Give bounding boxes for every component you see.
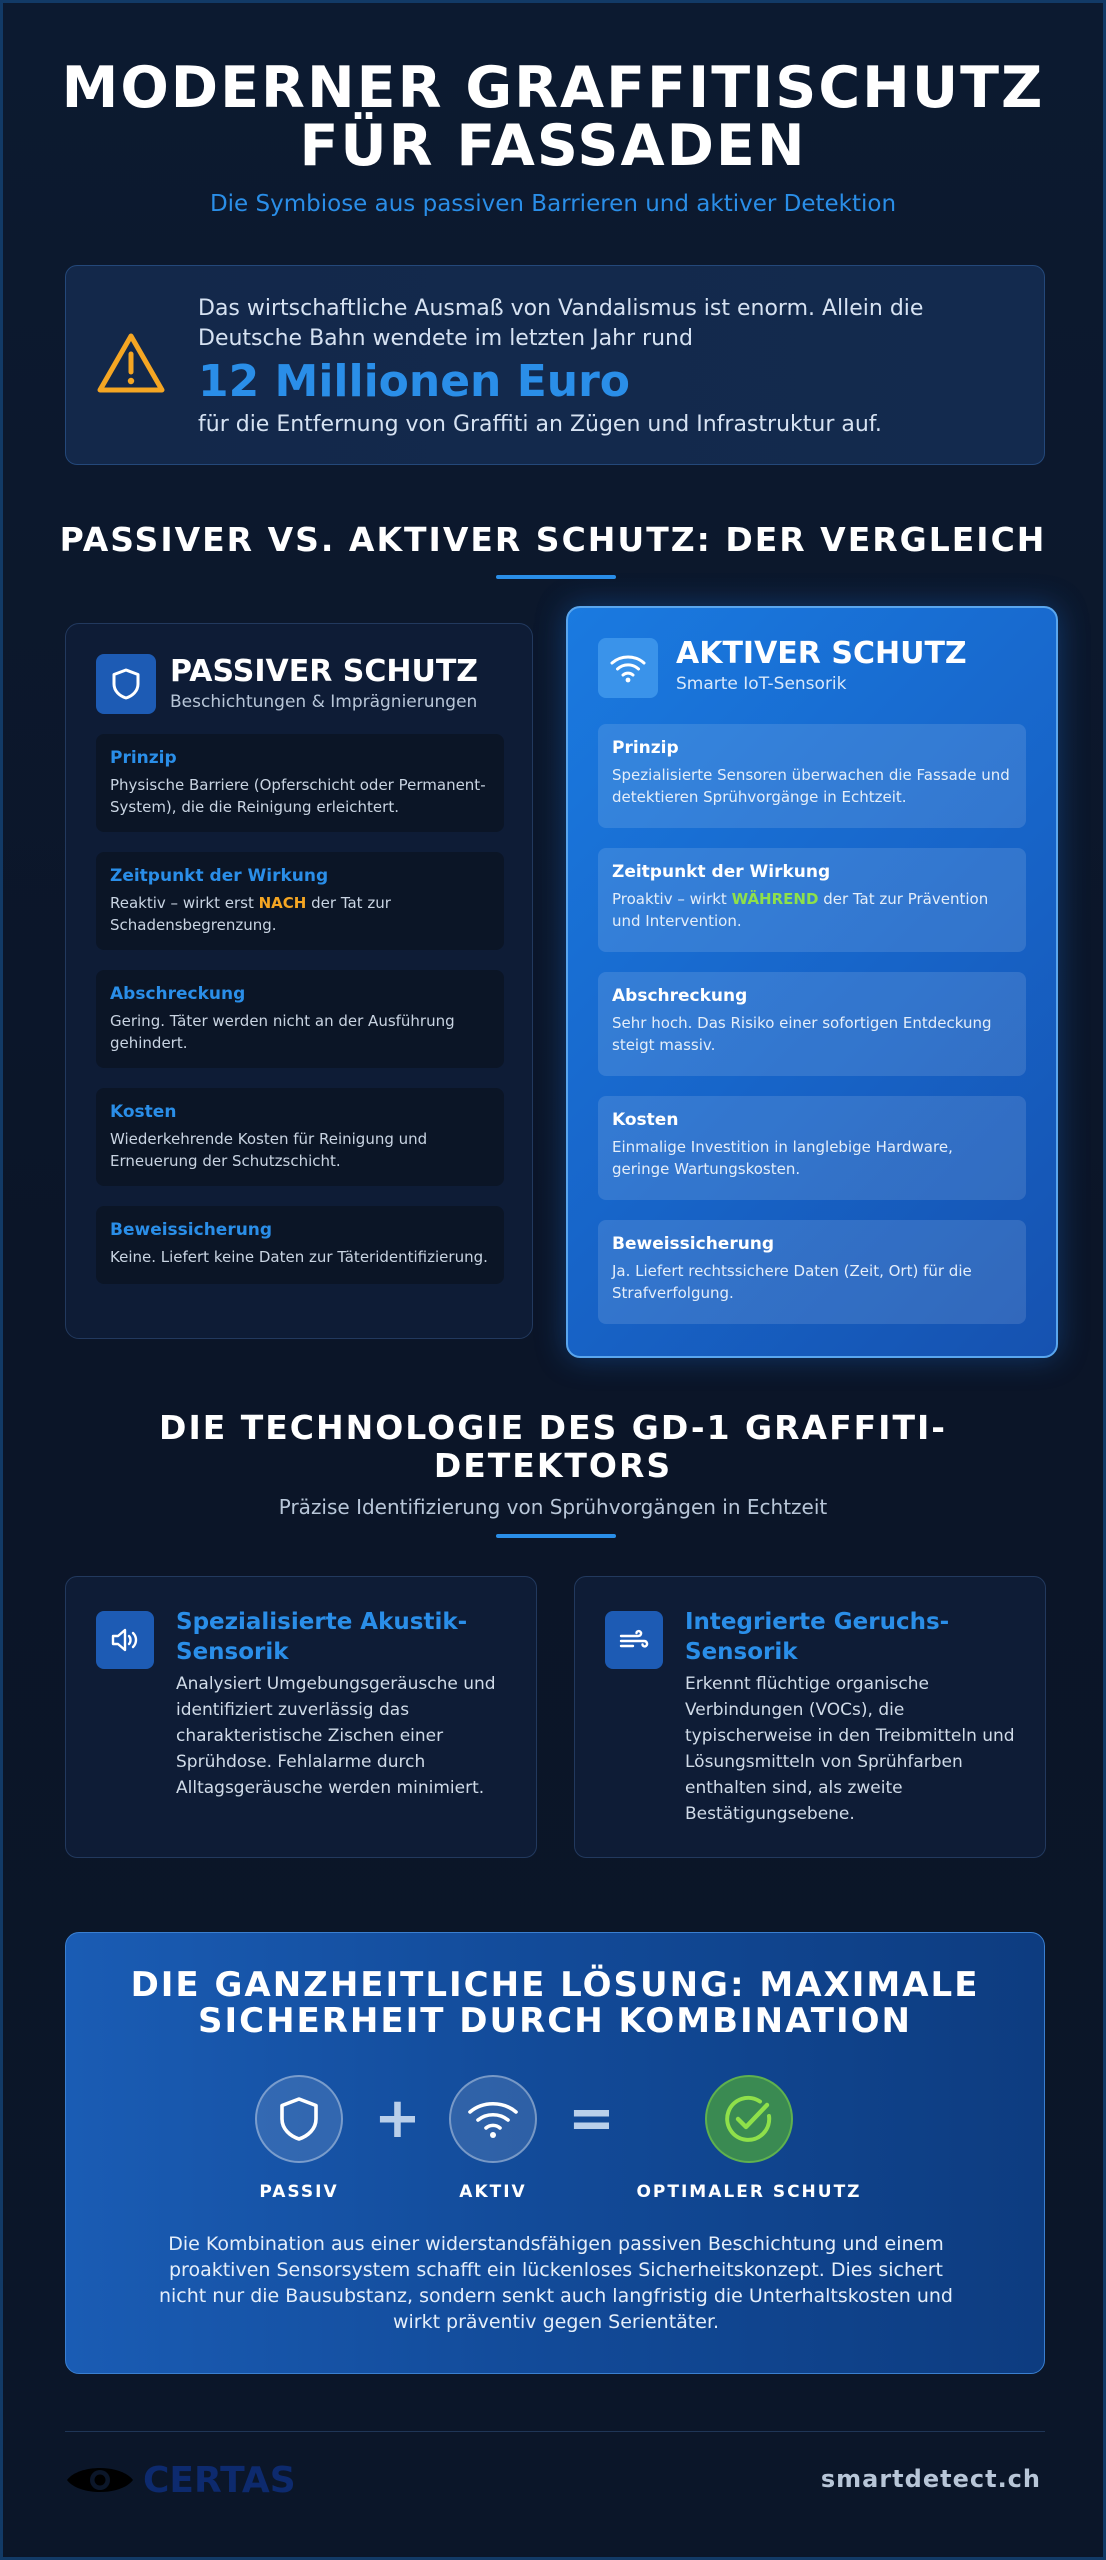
technology-title-line2: DETEKTORS [433,1446,673,1485]
active-item-evidence [598,1220,1026,1324]
tech-card-odor [574,1576,1046,1858]
solution-box [65,1932,1045,2374]
tech-icon-box [96,1611,154,1669]
result-circle [705,2075,793,2163]
footer-divider [65,2431,1045,2432]
page-title-line1: MODERNER GRAFFITISCHUTZ [61,55,1045,121]
item-label: Abschreckung [612,986,748,1006]
tech-icon-box [605,1611,663,1669]
passive-item-evidence [96,1206,504,1284]
active-item-costs [598,1096,1026,1200]
wind-icon [618,1627,650,1653]
check-circle-icon [722,2092,776,2146]
passive-item-principle [96,734,504,832]
active-card [566,606,1058,1358]
item-text [110,892,490,936]
stat-box [65,265,1045,465]
passive-title: PASSIVER SCHUTZ [170,654,479,689]
item-label: Prinzip [612,738,679,758]
item-text: Ja. Liefert rechtssichere Daten (Zeit, Ort) für die Strafverfolgung. [612,1262,972,1302]
item-label: Beweissicherung [612,1234,775,1254]
stat-outro: für die Entfernung von Graffiti an Zügen und Infrastruktur auf. [198,412,882,437]
technology-title [3,1409,1103,1485]
active-item-deterrence [598,972,1026,1076]
active-icon-box [598,638,658,698]
item-text: Wiederkehrende Kosten für Reinigung und Erneuerung der Schutzschicht. [110,1130,428,1170]
item-text-after: der Tat zur Prävention und Intervention. [612,890,989,930]
item-text-before: Proaktiv – wirkt [612,890,732,908]
item-label: Zeitpunkt der Wirkung [612,862,831,882]
tech-title: Spezialisierte Akustik-Sensorik [176,1609,468,1665]
comparison-underline [496,575,616,579]
equals-sign: = [568,2086,615,2151]
wifi-icon [466,2097,520,2141]
item-text-before: Reaktiv – wirkt erst [110,894,259,912]
item-label: Kosten [612,1110,679,1130]
passive-item-deterrence [96,970,504,1068]
highlight-nach: NACH [258,894,307,912]
passive-item-costs [96,1088,504,1186]
solution-title-line1: DIE GANZHEITLICHE LÖSUNG: MAXIMALE [130,1965,980,2005]
solution-text: Die Kombination aus einer widerstandsfähigen passiven Beschichtung und einem proaktiven Sensorsystem schafft ein lückenloses Sicherheitskonzept. Dies sichert nicht nur die Bausubstanz, sondern senkt auch langfristig die Unterhaltskosten und wirkt präventiv gegen Serientäter. [158,2233,953,2333]
active-item-timing [598,848,1026,952]
eye-icon [65,2460,135,2500]
label-passive: PASSIV [259,2182,339,2202]
footer-url[interactable]: smartdetect.ch [820,2465,1041,2493]
item-text [612,888,1012,932]
technology-title-line1: DIE TECHNOLOGIE DES GD-1 GRAFFITI- [159,1408,947,1447]
item-text: Spezialisierte Sensoren überwachen die Fassade und detektieren Sprühvorgänge in Echtzeit. [612,766,1010,806]
stat-text [198,294,1018,440]
active-subtitle: Smarte IoT-Sensorik [676,674,847,694]
plus-sign: + [374,2086,421,2151]
footer-brand: CERTAS [143,2459,296,2501]
item-text-after: der Tat zur Schadensbegrenzung. [110,894,391,934]
shield-icon [110,667,142,701]
page-title-line2: FÜR FASSADEN [299,113,807,179]
wifi-icon [609,652,647,684]
stat-intro: Das wirtschaftliche Ausmaß von Vandalismus ist enorm. Allein die Deutsche Bahn wendete im letzten Jahr rund [198,296,924,351]
page-title [3,55,1103,179]
highlight-waehrend: WÄHREND [731,890,819,908]
warning-icon [96,332,166,396]
footer-logo [65,2458,296,2502]
technology-subtitle: Präzise Identifizierung von Sprühvorgängen in Echtzeit [278,1495,828,1519]
label-active: AKTIV [459,2182,527,2202]
item-text: Gering. Täter werden nicht an der Ausführung gehindert. [110,1012,455,1052]
item-label: Beweissicherung [110,1220,273,1240]
passive-item-timing [96,852,504,950]
label-result: OPTIMALER SCHUTZ [636,2182,862,2202]
active-item-principle [598,724,1026,828]
tech-text: Analysiert Umgebungsgeräusche und identifiziert zuverlässig das charakteristische Zischen einer Sprühdose. Fehlalarme durch Alltagsgeräusche werden minimiert. [176,1674,496,1798]
comparison-title: PASSIVER VS. AKTIVER SCHUTZ: DER VERGLEICH [59,520,1047,559]
passive-subtitle: Beschichtungen & Imprägnierungen [170,692,478,712]
item-text: Sehr hoch. Das Risiko einer sofortigen Entdeckung steigt massiv. [612,1014,992,1054]
item-label: Kosten [110,1102,177,1122]
tech-text: Erkennt flüchtige organische Verbindungen (VOCs), die typischerweise in den Treibmitteln und Lösungsmitteln von Sprühfarben enthalten sind, als zweite Bestätigungsebene. [685,1674,1015,1824]
tech-card-acoustic [65,1576,537,1858]
item-text: Einmalige Investition in langlebige Hardware, geringe Wartungskosten. [612,1138,953,1178]
item-text: Keine. Liefert keine Daten zur Täteridentifizierung. [110,1248,488,1266]
active-circle [449,2075,537,2163]
active-title: AKTIVER SCHUTZ [676,636,967,671]
stat-number: 12 Millionen Euro [198,356,631,407]
item-text: Physische Barriere (Opferschicht oder Permanent-System), die die Reinigung erleichtert. [110,776,486,816]
speaker-icon [110,1627,140,1653]
technology-underline [496,1534,616,1538]
solution-title-line2: SICHERHEIT DURCH KOMBINATION [197,2001,913,2041]
item-label: Zeitpunkt der Wirkung [110,866,329,886]
passive-icon-box [96,654,156,714]
passive-card [65,623,533,1339]
tech-title: Integrierte Geruchs-Sensorik [685,1609,950,1665]
item-label: Abschreckung [110,984,246,1004]
solution-title [66,1967,1044,2039]
shield-icon [277,2095,321,2143]
item-label: Prinzip [110,748,177,768]
page-subtitle: Die Symbiose aus passiven Barrieren und aktiver Detektion [209,191,897,217]
passive-circle [255,2075,343,2163]
